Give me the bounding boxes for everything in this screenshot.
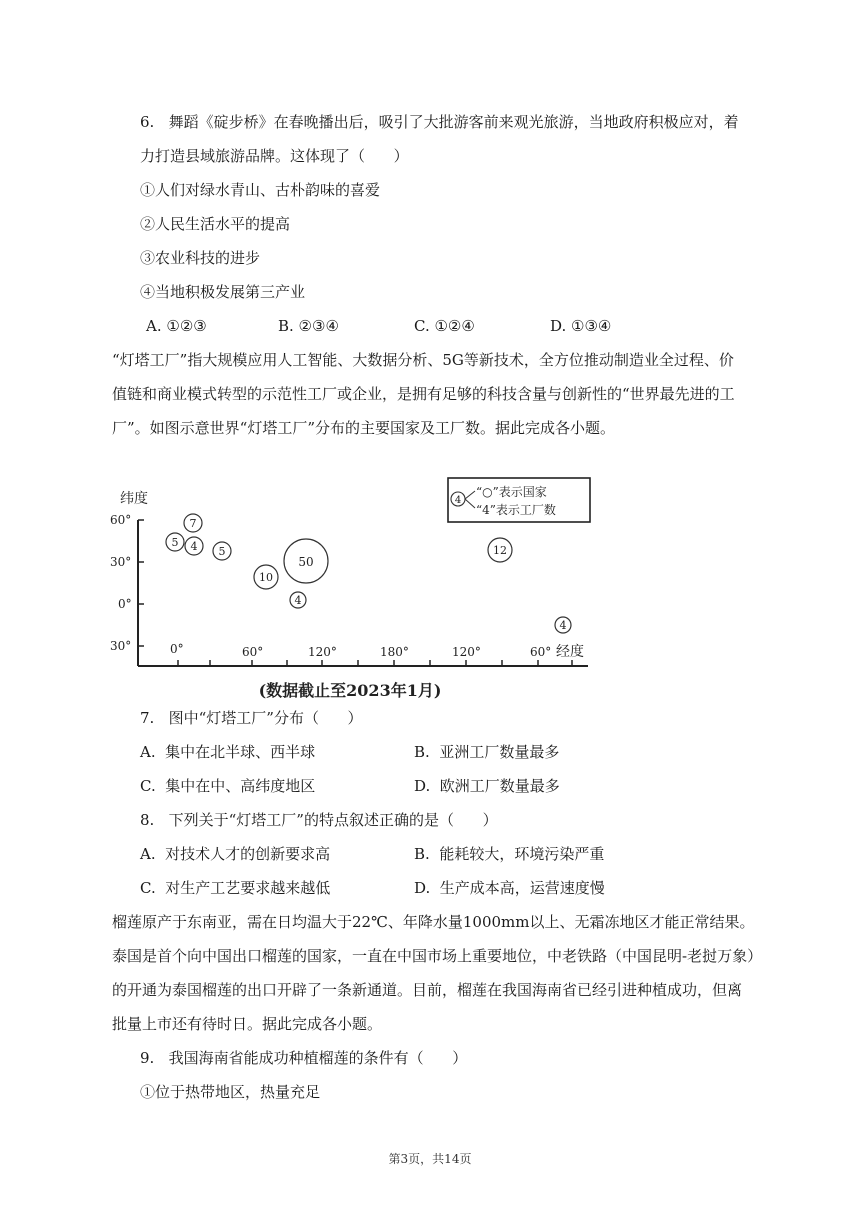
svg-text:5: 5 bbox=[218, 545, 226, 558]
svg-text:12: 12 bbox=[493, 544, 507, 557]
svg-text:4: 4 bbox=[559, 619, 567, 632]
q9-stem: 9. 我国海南省能成功种植榴莲的条件有（ ） bbox=[140, 1049, 468, 1067]
y-axis-label: 纬度 bbox=[120, 491, 148, 507]
q6-item-4: ④当地积极发展第三产业 bbox=[140, 283, 306, 301]
legend-line2: “4”表示工厂数 bbox=[476, 503, 556, 517]
legend-line1: “○”表示国家 bbox=[476, 485, 547, 499]
x-tick-60w: 60° bbox=[530, 645, 552, 659]
passage1-line2: 值链和商业模式转型的示范性工厂或企业，是拥有足够的科技含量与创新性的“世界最先进的工 bbox=[112, 385, 735, 403]
country-circle bbox=[184, 514, 202, 532]
passage1-line1: “灯塔工厂”指大规模应用人工智能、大数据分析、5G等新技术，全方位推动制造业全过程、价 bbox=[112, 351, 734, 369]
svg-text:4: 4 bbox=[190, 540, 198, 553]
svg-text:50: 50 bbox=[298, 555, 314, 569]
x-tick-120w: 120° bbox=[452, 645, 481, 659]
country-circle bbox=[284, 539, 328, 583]
y-tick-30s: 30° bbox=[110, 639, 132, 653]
country-circle bbox=[185, 537, 203, 555]
page-footer: 第3页，共14页 bbox=[388, 1152, 472, 1166]
passage2-line3: 的开通为泰国榴莲的出口开辟了一条新通道。目前，榴莲在我国海南省已经引进种植成功，但离 bbox=[112, 981, 743, 999]
x-tick-60e: 60° bbox=[242, 645, 264, 659]
y-tick-60n: 60° bbox=[110, 513, 132, 527]
passage2-line2: 泰国是首个向中国出口榴莲的国家，一直在中国市场上重要地位，中老铁路（中国昆明-老挝万象） bbox=[112, 947, 763, 965]
q7-option-c: C. 集中在中、高纬度地区 bbox=[140, 777, 316, 795]
q8-option-a: A. 对技术人才的创新要求高 bbox=[140, 845, 331, 863]
x-tick-180: 180° bbox=[380, 645, 409, 659]
q7-stem: 7. 图中“灯塔工厂”分布（ ） bbox=[140, 709, 363, 727]
figure-legend bbox=[448, 478, 590, 522]
q9-item-1: ①位于热带地区，热量充足 bbox=[140, 1083, 321, 1101]
q7-option-b: B. 亚洲工厂数量最多 bbox=[414, 743, 560, 761]
q6-option-d: D. ①③④ bbox=[550, 317, 612, 335]
lighthouse-factory-figure bbox=[100, 470, 620, 710]
passage1-line3: 厂”。如图示意世界“灯塔工厂”分布的主要国家及工厂数。据此完成各小题。 bbox=[112, 419, 616, 437]
q6-option-a: A. ①②③ bbox=[146, 317, 207, 335]
svg-text:4: 4 bbox=[294, 594, 302, 607]
y-tick-0: 0° bbox=[118, 597, 132, 611]
country-circle bbox=[290, 592, 306, 608]
svg-text:5: 5 bbox=[171, 536, 179, 549]
country-circle bbox=[488, 538, 512, 562]
country-circle bbox=[166, 533, 184, 551]
q6-item-2: ②人民生活水平的提高 bbox=[140, 215, 291, 233]
country-circle bbox=[555, 617, 571, 633]
svg-text:7: 7 bbox=[189, 517, 197, 530]
q8-option-b: B. 能耗较大，环境污染严重 bbox=[414, 845, 605, 863]
q6-item-1: ①人们对绿水青山、古朴韵味的喜爱 bbox=[140, 181, 381, 199]
q6-stem-line1: 6. 舞蹈《碇步桥》在春晚播出后，吸引了大批游客前来观光旅游，当地政府积极应对，着 bbox=[140, 113, 739, 131]
passage2-line1: 榴莲原产于东南亚，需在日均温大于22℃、年降水量1000mm以上、无霜冻地区才能正常结果。 bbox=[112, 913, 755, 931]
y-tick-30n: 30° bbox=[110, 555, 132, 569]
q6-item-3: ③农业科技的进步 bbox=[140, 249, 261, 267]
q8-option-c: C. 对生产工艺要求越来越低 bbox=[140, 879, 331, 897]
q7-option-a: A. 集中在北半球、西半球 bbox=[140, 743, 316, 761]
q6-option-c: C. ①②④ bbox=[414, 317, 475, 335]
svg-text:10: 10 bbox=[259, 571, 273, 584]
x-axis-label: 经度 bbox=[556, 644, 584, 660]
x-tick-120e: 120° bbox=[308, 645, 337, 659]
q6-option-b: B. ②③④ bbox=[278, 317, 339, 335]
country-circle bbox=[213, 542, 231, 560]
x-tick-0: 0° bbox=[170, 642, 184, 656]
q7-option-d: D. 欧洲工厂数量最多 bbox=[414, 777, 560, 795]
legend-symbol: 4 bbox=[454, 495, 462, 506]
q6-stem-line2: 力打造县域旅游品牌。这体现了（ ） bbox=[140, 147, 409, 165]
passage2-line4: 批量上市还有待时日。据此完成各小题。 bbox=[112, 1015, 383, 1033]
figure-caption: (数据截止至2023年1月) bbox=[258, 681, 442, 700]
country-circle bbox=[254, 565, 278, 589]
q8-option-d: D. 生产成本高，运营速度慢 bbox=[414, 879, 605, 897]
q8-stem: 8. 下列关于“灯塔工厂”的特点叙述正确的是（ ） bbox=[140, 811, 498, 829]
